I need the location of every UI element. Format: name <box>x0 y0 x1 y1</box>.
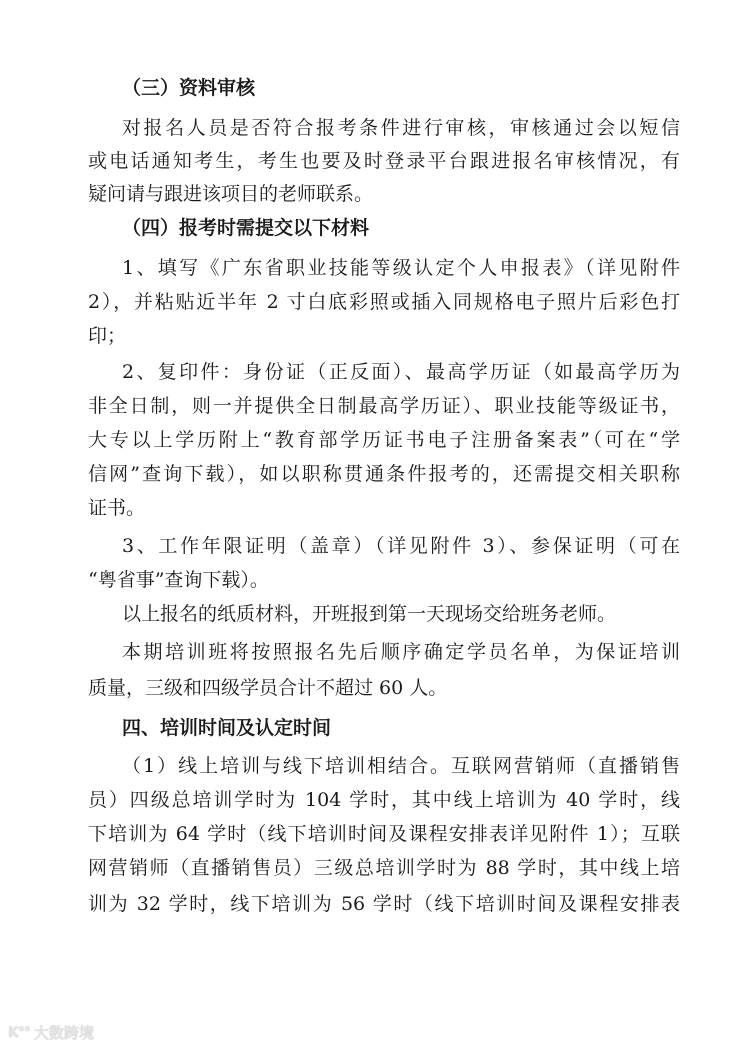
paragraph-line: 3、工作年限证明（盖章）（详见附件 3）、参保证明（可在 <box>122 535 680 557</box>
paragraph-line: 1、填写《广东省职业技能等级认定个人申报表》（详见附件 <box>122 257 680 279</box>
watermark-logo-icon: K°° <box>8 1024 30 1041</box>
paragraph-line: 信网”查询下载），如以职称贯通条件报考的，还需提交相关职称 <box>88 463 680 485</box>
paragraph-line: 2、复印件：身份证（正反面）、最高学历证（如最高学历为 <box>122 361 680 383</box>
paragraph-line: （1）线上培训与线下培训相结合。互联网营销师（直播销售 <box>122 755 680 777</box>
paragraph-line: 2），并粘贴近半年 2 寸白底彩照或插入同规格电子照片后彩色打 <box>88 291 680 313</box>
paragraph-line: 大专以上学历附上“教育部学历证书电子注册备案表”（可在“学 <box>88 429 680 451</box>
watermark <box>8 1022 94 1043</box>
section-heading: （三）资料审核 <box>122 77 256 99</box>
section-heading: 四、培训时间及认定时间 <box>122 717 332 739</box>
section-heading: （四）报考时需提交以下材料 <box>122 217 370 239</box>
paragraph-line: 或电话通知考生，考生也要及时登录平台跟进报名审核情况，有 <box>88 150 680 172</box>
paragraph-line: 本期培训班将按照报名先后顺序确定学员名单，为保证培训 <box>122 641 680 663</box>
paragraph-line: 印； <box>88 325 127 347</box>
paragraph-line: 网营销师（直播销售员）三级总培训学时为 88 学时，其中线上培 <box>88 857 680 879</box>
paragraph-line: 下培训为 64 学时（线下培训时间及课程安排表详见附件 1）；互联 <box>88 823 680 845</box>
paragraph-line: 对报名人员是否符合报考条件进行审核，审核通过会以短信 <box>122 117 680 139</box>
paragraph-line: 员）四级总培训学时为 104 学时，其中线上培训为 40 学时，线 <box>88 789 680 811</box>
paragraph-line: 疑问请与跟进该项目的老师联系。 <box>88 183 374 205</box>
paragraph-line: 非全日制，则一并提供全日制最高学历证）、职业技能等级证书， <box>88 395 680 417</box>
paragraph-line: 证书。 <box>88 497 146 519</box>
paragraph-line: 训为 32 学时，线下培训为 56 学时（线下培训时间及课程安排表 <box>88 893 680 915</box>
paragraph-line: 质量，三级和四级学员合计不超过 60 人。 <box>88 677 448 699</box>
watermark-text: 大数跨境 <box>33 1024 94 1042</box>
paragraph-line: 以上报名的纸质材料，开班报到第一天现场交给班务老师。 <box>122 603 617 625</box>
paragraph-line: “粤省事”查询下载）。 <box>88 569 269 591</box>
